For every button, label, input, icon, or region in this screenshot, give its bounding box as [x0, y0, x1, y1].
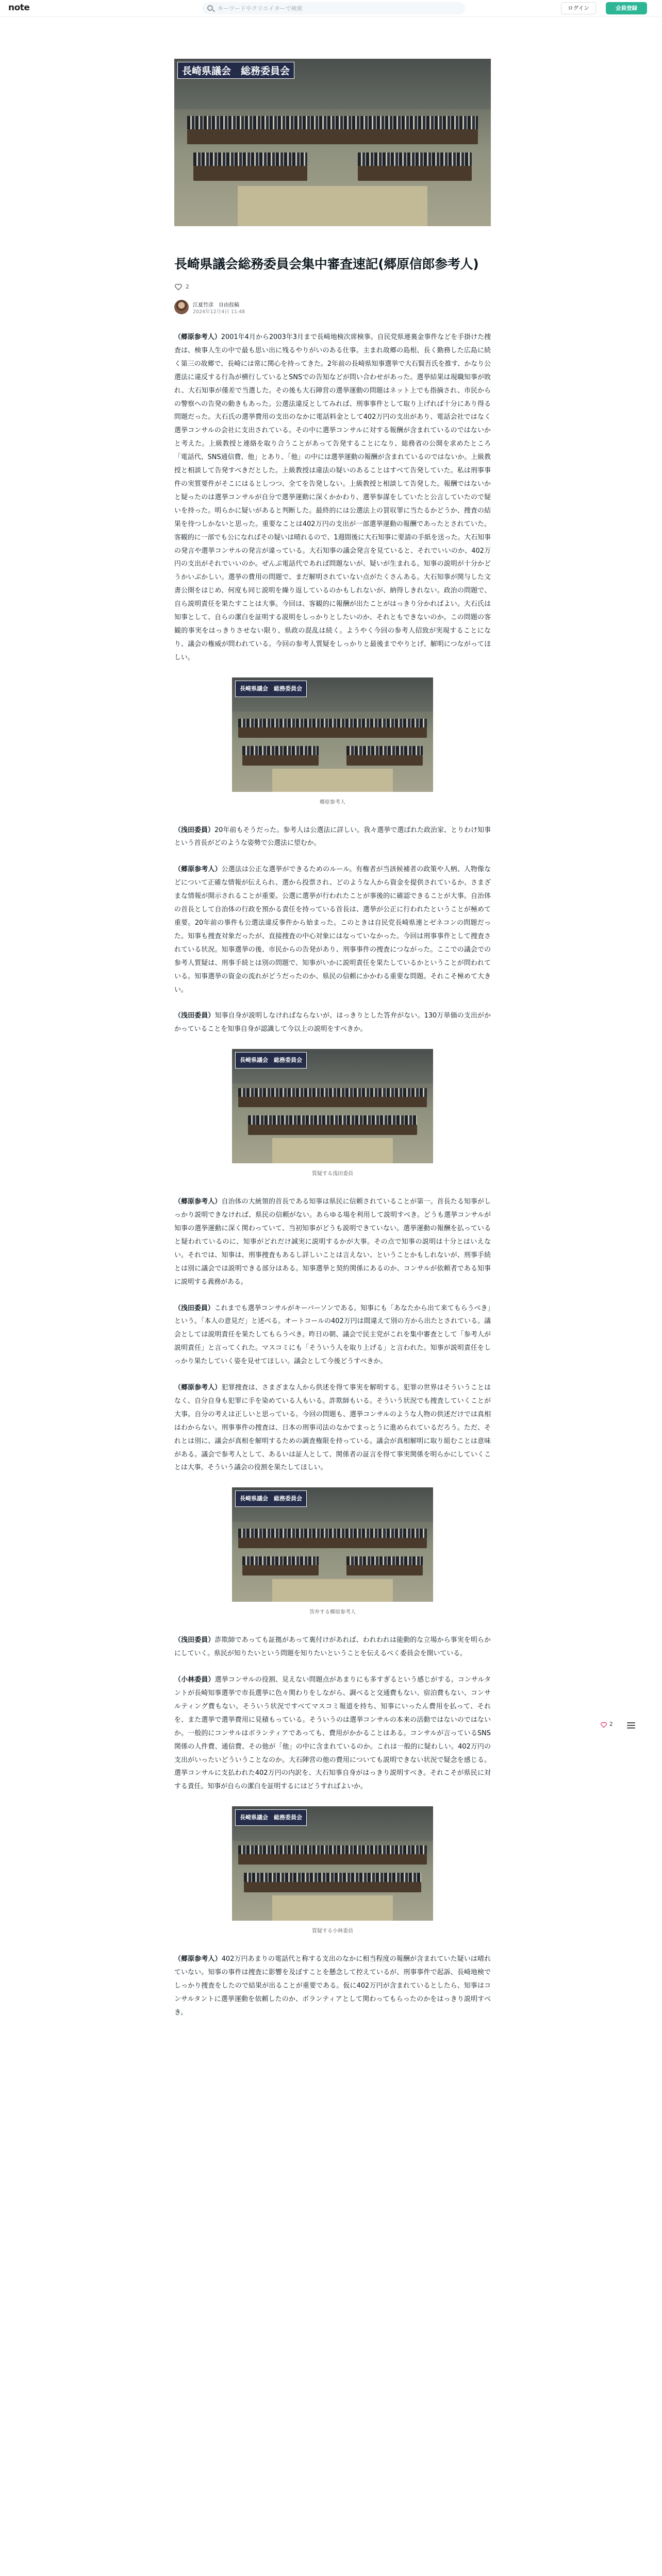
top-navigation-bar — [0, 0, 662, 17]
paragraph — [174, 1009, 491, 1036]
figure — [174, 677, 491, 809]
author-name[interactable]: 江夏竹彦 自由投稿 — [193, 302, 239, 308]
figure-caption: 郷原参考人 — [320, 799, 345, 805]
paragraph-text: 自治体の大統領的首長である知事は県民に信頼されていることが第一。首長たる知事がしっかり説明できなければ、県民の信頼がない。あらゆる場を利用して説明すべき。どうも選挙コンサルが知事の選挙運動に深く関わっていて、当初知事がどうも説明できていない。選挙運動の報酬を払っていると疑われているのに、知事がどれだけ誠実に説明するかが大事。その点で知事の説明は十分とはいえない。それでは、知事は、刑事捜査もあるし詳しいことは言えない、ということかもしれないが、刑事手続とは別に議会では説明できる部分はある。知事選挙と契約関係にあるのか、コンサルが依頼者である知事に説明する義務がある。 — [174, 1198, 491, 1286]
search-icon — [207, 5, 213, 11]
hero-image — [174, 59, 491, 226]
article-title: 長崎県議会総務委員会集中審査速記(郷原信郎参考人) — [174, 257, 479, 272]
heart-icon[interactable] — [600, 1722, 607, 1728]
speaker-label: （浅田委員） — [174, 826, 214, 834]
paragraph-text: 詐欺師であっても証拠があって裏付けがあれば、われわれは能動的な立場から事実を明らかにしていく。県民が知りたいという問題を知りたいということを伝えるべく委員会を開いている。 — [174, 1636, 491, 1658]
search-bar[interactable] — [202, 2, 465, 14]
speaker-label: （郷原参考人） — [174, 866, 222, 874]
figure — [174, 1806, 491, 1938]
speaker-label: （小林委員） — [174, 1676, 215, 1684]
speaker-label: （郷原参考人） — [174, 1955, 222, 1963]
article — [174, 59, 491, 2032]
figure-caption: 質疑する浅田委員 — [312, 1171, 353, 1177]
article-body — [174, 331, 491, 2020]
figure-image — [232, 1806, 433, 1921]
signup-button[interactable]: 会員登録 — [606, 2, 647, 14]
figure-label: 長崎県議会 総務委員会 — [235, 1052, 307, 1069]
heart-icon[interactable] — [174, 283, 183, 291]
paragraph-text: これまでも選挙コンサルがキーパーソンである。知事にも「あなたから出て来てもらうべき」という。「本人の意見だ」と述べる。オートコールの402万円は間違えて別の方から出たとされている。議会としては説明責任を果たしてもらうべき。昨日の朝、議会で民主党がこれを集中審査として「参考人が説明責任」と言ってくれた。マスコミにも「そういう人を取り上げる」と言われた。知事が説明責任をしっかり果たしていく姿を見せてほしい。議会として今後どうすべきか。 — [174, 1304, 491, 1366]
paragraph-text: 選挙コンサルの役割、見えない問題点があまりにも多すぎるという感じがする。コンサルタントが長崎知事選挙で市長選挙に色々関わりをしながら、調べると交通費もない、宿泊費もない、コンサルティング費もない。そういう状況ですべてマスコミ報道を持ち、知事にいったん費用を払って、それを、また選挙で選挙費用に見積もっている。そういうのは選挙コンサルの本来の活動ではないのではないか。一般的にコンサルはボランティアであっても、費用がかかることはある。コンサルが言っているSNS関係の人件費、通信費、その他が「他」の中に含まれているのか。これは一般的に疑わしい。402万円の支出がいったいどういうことなのか。大石陣営の他の費用についても説明できない状況で疑念を感じる。選挙コンサルに支払われた402万円の内訳を、大石知事自身がはっきり説明すべき。それこそが県民に対する責任。知事が自らの潔白を証明するにはどうすればよいか。 — [174, 1676, 491, 1791]
paragraph — [174, 1673, 491, 1793]
paragraph — [174, 1381, 491, 1475]
speaker-label: （郷原参考人） — [174, 1198, 222, 1206]
paragraph-text: 20年前もそうだった。参考人は公選法に詳しい。我々選挙で選ばれた政治家、とりわけ知事という首長がどのような姿勢で公選法に望むか。 — [174, 826, 491, 848]
paragraph-text: 犯罪捜査は、さまざまな人から供述を得て事実を解明する。犯罪の世界はそういうことはなく、自分自身も犯罪に手を染めている人もいる。詐欺師もいる。そういう状況でも捜査していくことが大事。自分の考えは正しいと思っている。今回の問題も、選挙コンサルのような人物の供述だけでは真相はわからない。刑事事件の捜査は、日本の刑事司法のなかでまっとうに進められているだろう。ただ、それとは別に、議会が真相を解明するための調査権限を持っている。議会が真相解明に取り組むことは意味がある。議会で参考人として、あるいは証人として、関係者の証言を得て事実関係を明らかにしていくことは大事。そういう議会の役割を果たしてほしい。 — [174, 1384, 491, 1472]
figure — [174, 1049, 491, 1181]
paragraph — [174, 331, 491, 665]
speaker-label: （浅田委員） — [174, 1012, 215, 1020]
paragraph-text: 知事自身が説明しなければならないが、はっきりとした答弁がない。130万単価の支出がかかっていることを知事自身が認識して今以上の説明をすべきか。 — [174, 1012, 491, 1033]
avatar[interactable] — [174, 300, 189, 314]
speaker-label: （郷原参考人） — [174, 1384, 222, 1392]
paragraph-text: 402万円あまりの電話代と称する支出のなかに相当程度の報酬が含まれていた疑いは晴れていない。知事の事件は捜査に影響を及ぼすことを懸念して控えているが、刑事事件で起訴、長崎地検でしっかり捜査をしたので結果が出ることが重要である。仮に402万円が含まれているとしたら、知事はコンサルタントに選挙運動を依頼したのか、ボランティアとして関わってもらったのかをはっきり説明すべき。 — [174, 1955, 491, 2016]
figure-caption: 答弁する郷原参考人 — [309, 1609, 356, 1616]
figure-label: 長崎県議会 総務委員会 — [235, 681, 307, 697]
paragraph — [174, 1953, 491, 2020]
paragraph — [174, 863, 491, 996]
floating-like-button[interactable] — [600, 1720, 619, 1732]
figure-image — [232, 677, 433, 792]
paragraph — [174, 824, 491, 851]
paragraph — [174, 1302, 491, 1369]
author-block[interactable] — [174, 300, 491, 315]
figure-label: 長崎県議会 総務委員会 — [235, 1809, 307, 1826]
note-logo[interactable]: note — [8, 3, 30, 13]
figure-image — [232, 1049, 433, 1163]
figure — [174, 1487, 491, 1619]
menu-icon[interactable] — [627, 1722, 635, 1729]
figure-label: 長崎県議会 総務委員会 — [235, 1490, 307, 1507]
floating-like-count: 2 — [609, 1721, 613, 1727]
speaker-label: （浅田委員） — [174, 1304, 214, 1312]
figure-caption: 質疑する小林委員 — [312, 1928, 353, 1935]
reaction-bar — [174, 282, 491, 293]
post-date: 2024年12月4日 11:48 — [193, 309, 245, 315]
speaker-label: （郷原参考人） — [174, 333, 221, 341]
paragraph-text: 公選法は公正な選挙ができるためのルール。有権者が当該候補者の政策や人柄、人物像などについて正確な情報が伝えられ、選から投票され、どのような人から資金を提供されているか、さまざまな情報が開示されることが重要。公選に選挙が行われたことが事後的に確認できることが大事。自治体の首長として自治体の行政を預かる責任を持っている首長は、選挙が公正に行われたということが極めて重要。20年前の事件も公選法違反事件から始まった。このときは自民党長崎県連とゼネコンの問題だった。知事も捜査対象だったが、直接捜査の中心対象にはなっていなかった。今回は刑事事件として捜査されている状況。知事選挙の後、市民からの告発があり、刑事事件の捜査につながった。ここでの議会での参考人質疑は、刑事手続とは別の問題で、知事がいかに説明責任を果たしているかということが問われている。知事選挙の資金の流れがどうだったのか、県民の信頼にかかわる重要な問題。それこそ極めて大きい。 — [174, 866, 491, 994]
search-input[interactable] — [218, 4, 455, 13]
speaker-label: （浅田委員） — [174, 1636, 215, 1645]
login-button[interactable]: ログイン — [561, 2, 596, 14]
paragraph — [174, 1195, 491, 1289]
like-count: 2 — [186, 283, 189, 290]
paragraph-text: 2001年4月から2003年3月まで長崎地検次席検事。自民党県連裏金事件などを手掛けた捜査は、検事人生の中で最も思い出に残るやりがいのある仕事。主まれ故郷の島根、長く勤務した広島に続く第三の故郷で、長崎には常に関心を持ってきた。2年前の長崎県知事選挙で大石賢吾氏を推す、かなり公選法に違反する行為が横行しているとSNSでの告知などが問い合わせがあった。選挙結果は現職知事が敗れ、大石知事が僅差で当選した。その後も大石陣営の選挙運動の問題はネット上でも指摘され、市民からの警察への告発の動きもあった。公選法違反としてみれば、刑事事件として取り上げれば十分にあり得る問題だった。大石氏の選挙費用の支出のなかに電話料金として402万円の支出があり、電話会社ではなく選挙コンサルの会社に支出されている。その中に選挙コンサルに対する報酬が含まれているのではないかと考えた。上級教授と連絡を取り合うことがあって告発することになり、総務省の公開を求めたところ「電話代、SNS通信費、他」とあり、「他」の中には選挙運動の報酬が含まれているのではないか。上級教授と相談して告発すべきだとした。上級教授は違法の疑いのあることはすべて告発していた。私は刑事事件の実質要件がそこにはるとしつつ、全てを告発しない。上級教授と相談して告発した。報酬ではないかと疑ったのは選挙コンサルが自分で選挙運動に深くかかわり、選挙参謀をしていたと公言していたので疑いを持った。明らかに疑いがあると判断した。最終的には公選法上の買収罪に当たるかどうか、捜査の結果を待つしかないと思った。重要なことは402万円の支出が一部選挙運動の報酬であったとされていた。客観的に一部でも公になればその疑いは晴れるので、1週間後に大石知事に要請の手紙を送った。大石知事の発言や選挙コンサルの発言が違っている。大石知事の議会発言を見ていると、それでいいのか、402万円の支出がそれでいいのか。ぜんぶ電話代であれば問題ないが、疑いが生まれる。知事の説明が十分かどうかいぶかしい。選挙の費用の問題で、まだ解明されていない点がたくさんある。大石知事が関与した文書公開をはじめ、何度も同じ説明を繰り返しているのかもしれないが、納得しきれない。政治の問題で、自ら説明責任を果たすことは大事。今回は、客観的に報酬が出たことがはっきり分かればよい。大石氏は知事として、自らの潔白を証明する説明をしっかりとしたいのか、それともできないのか。この問題の客観的事実をはっきりさせない限り、県政の混乱は続く。ようやく今回の参考人招致が実現することになり、議会の権威が問われている。今回の参考人質疑をしっかりと最後までやりとげ、解明につながってほしい。 — [174, 333, 491, 662]
figure-image — [232, 1487, 433, 1602]
hero-image-caption: 長崎県議会 総務委員会 — [177, 62, 294, 79]
paragraph — [174, 1634, 491, 1660]
